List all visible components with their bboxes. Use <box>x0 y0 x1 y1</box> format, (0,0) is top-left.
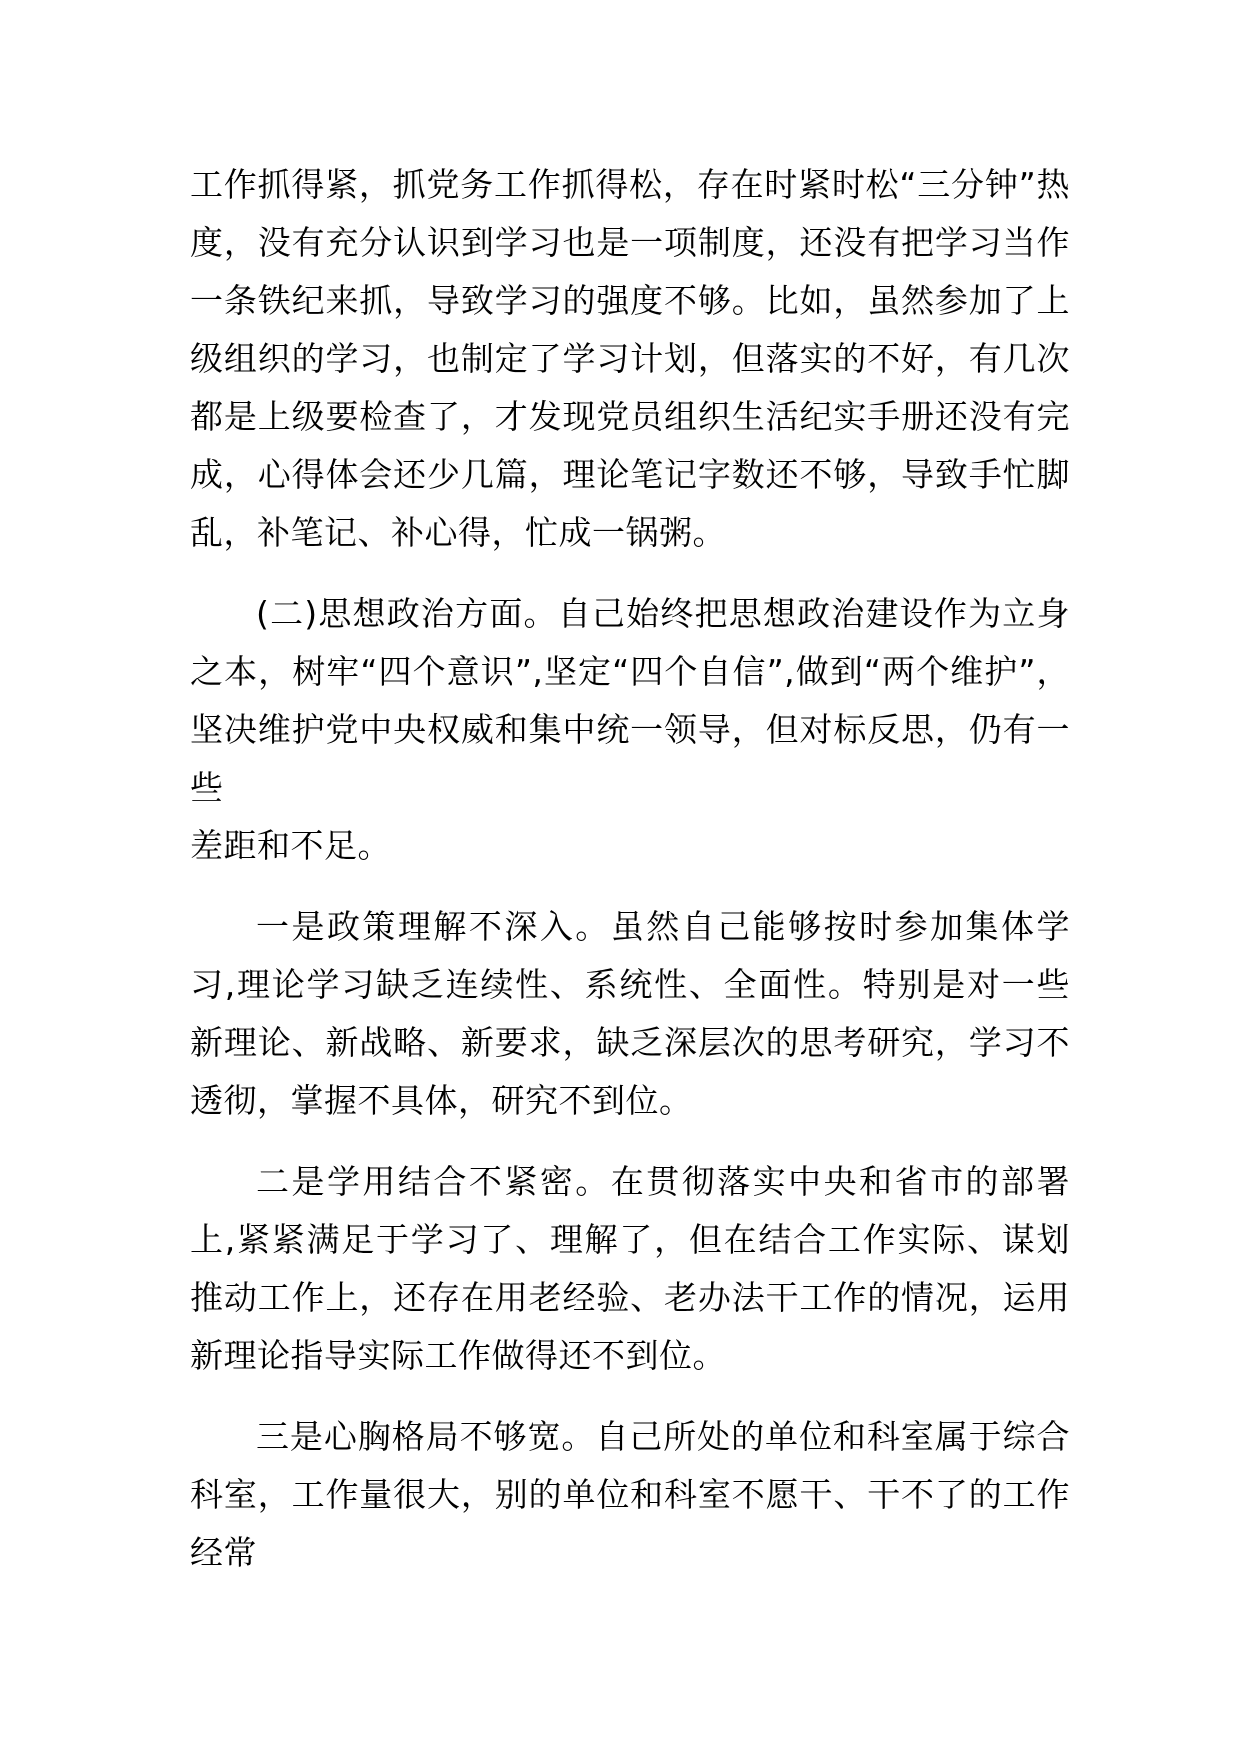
document-body <box>190 156 1070 1605</box>
paragraph-policy-understanding: 一是政策理解不深入。虽然自己能够按时参加集体学习,理论学习缺乏连续性、系统性、全面性。特别是对一些新理论、新战略、新要求，缺乏深层次的思考研究，学习不透彻，掌握不具体，研究不到位。 <box>190 907 1070 1120</box>
paragraph-mindset-scope: 三是心胸格局不够宽。自己所处的单位和科室属于综合科室，工作量很大，别的单位和科室不愿干、干不了的工作经常 <box>190 1417 1070 1572</box>
paragraph-ideological-political: (二)思想政治方面。自己始终把思想政治建设作为立身之本，树牢“四个意识”,坚定“四个自信”,做到“两个维护”，坚决维护党中央权威和集中统一领导，但对标反思，仍有一些 差距和不足。 <box>190 594 1070 865</box>
paragraph-study-discipline: 工作抓得紧，抓党务工作抓得松，存在时紧时松“三分钟”热度，没有充分认识到学习也是一项制度，还没有把学习当作一条铁纪来抓，导致学习的强度不够。比如，虽然参加了上级组织的学习，也制定了学习计划，但落实的不好，有几次都是上级要检查了，才发现党员组织生活纪实手册还没有完成，心得体会还少几篇，理论笔记字数还不够，导致手忙脚乱，补笔记、补心得，忙成一锅粥。 <box>190 165 1070 552</box>
paragraph-study-application: 二是学用结合不紧密。在贯彻落实中央和省市的部署上,紧紧满足于学习了、理解了，但在结合工作实际、谋划推动工作上，还存在用老经验、老办法干工作的情况，运用新理论指导实际工作做得还不到位。 <box>190 1162 1070 1375</box>
